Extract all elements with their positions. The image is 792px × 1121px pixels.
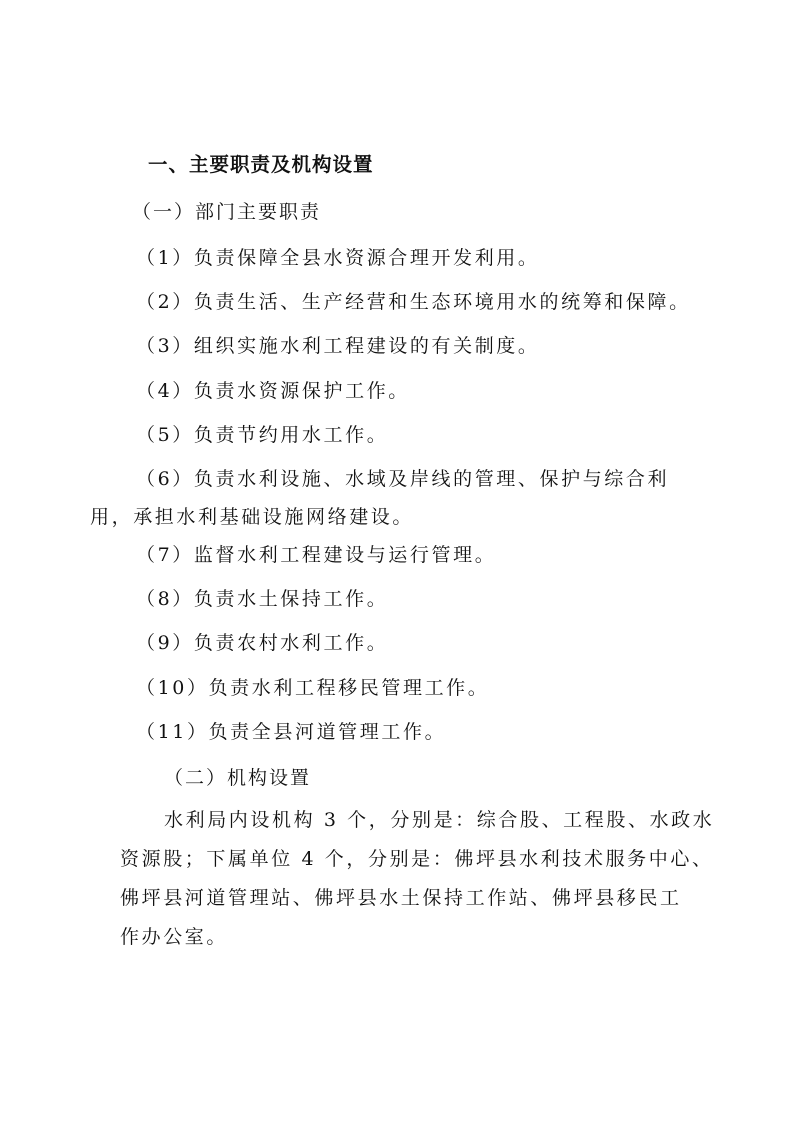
org-paragraph-line-4: 作办公室。	[120, 926, 229, 948]
duty-item-4: （4）负责水资源保护工作。	[136, 380, 410, 402]
section-title-duties: （一）部门主要职责	[132, 201, 322, 223]
section-title-organization: （二）机构设置	[164, 767, 312, 789]
duty-item-6: （6）负责水利设施、水域及岸线的管理、保护与综合利	[136, 468, 670, 490]
duty-item-11: （11）负责全县河道管理工作。	[136, 721, 447, 743]
duty-item-5: （5）负责节约用水工作。	[136, 424, 389, 446]
org-paragraph-line-3: 佛坪县河道管理站、佛坪县水土保持工作站、佛坪县移民工	[120, 887, 682, 909]
duty-item-6-continued: 用，承担水利基础设施网络建设。	[90, 506, 415, 528]
duty-item-8: （8）负责水土保持工作。	[136, 588, 389, 610]
duty-item-3: （3）组织实施水利工程建设的有关制度。	[136, 335, 540, 357]
duty-item-2: （2）负责生活、生产经营和生态环境用水的统筹和保障。	[136, 291, 691, 313]
duty-item-1: （1）负责保障全县水资源合理开发利用。	[136, 247, 540, 269]
main-heading: 一、主要职责及机构设置	[148, 153, 374, 176]
org-paragraph-line-2: 资源股；下属单位 4 个，分别是：佛坪县水利技术服务中心、	[120, 848, 714, 870]
duty-item-9: （9）负责农村水利工作。	[136, 632, 389, 654]
org-paragraph-line-1: 水利局内设机构 3 个，分别是：综合股、工程股、水政水	[164, 809, 715, 831]
duty-item-7: （7）监督水利工程建设与运行管理。	[136, 544, 497, 566]
duty-item-10: （10）负责水利工程移民管理工作。	[136, 677, 490, 699]
